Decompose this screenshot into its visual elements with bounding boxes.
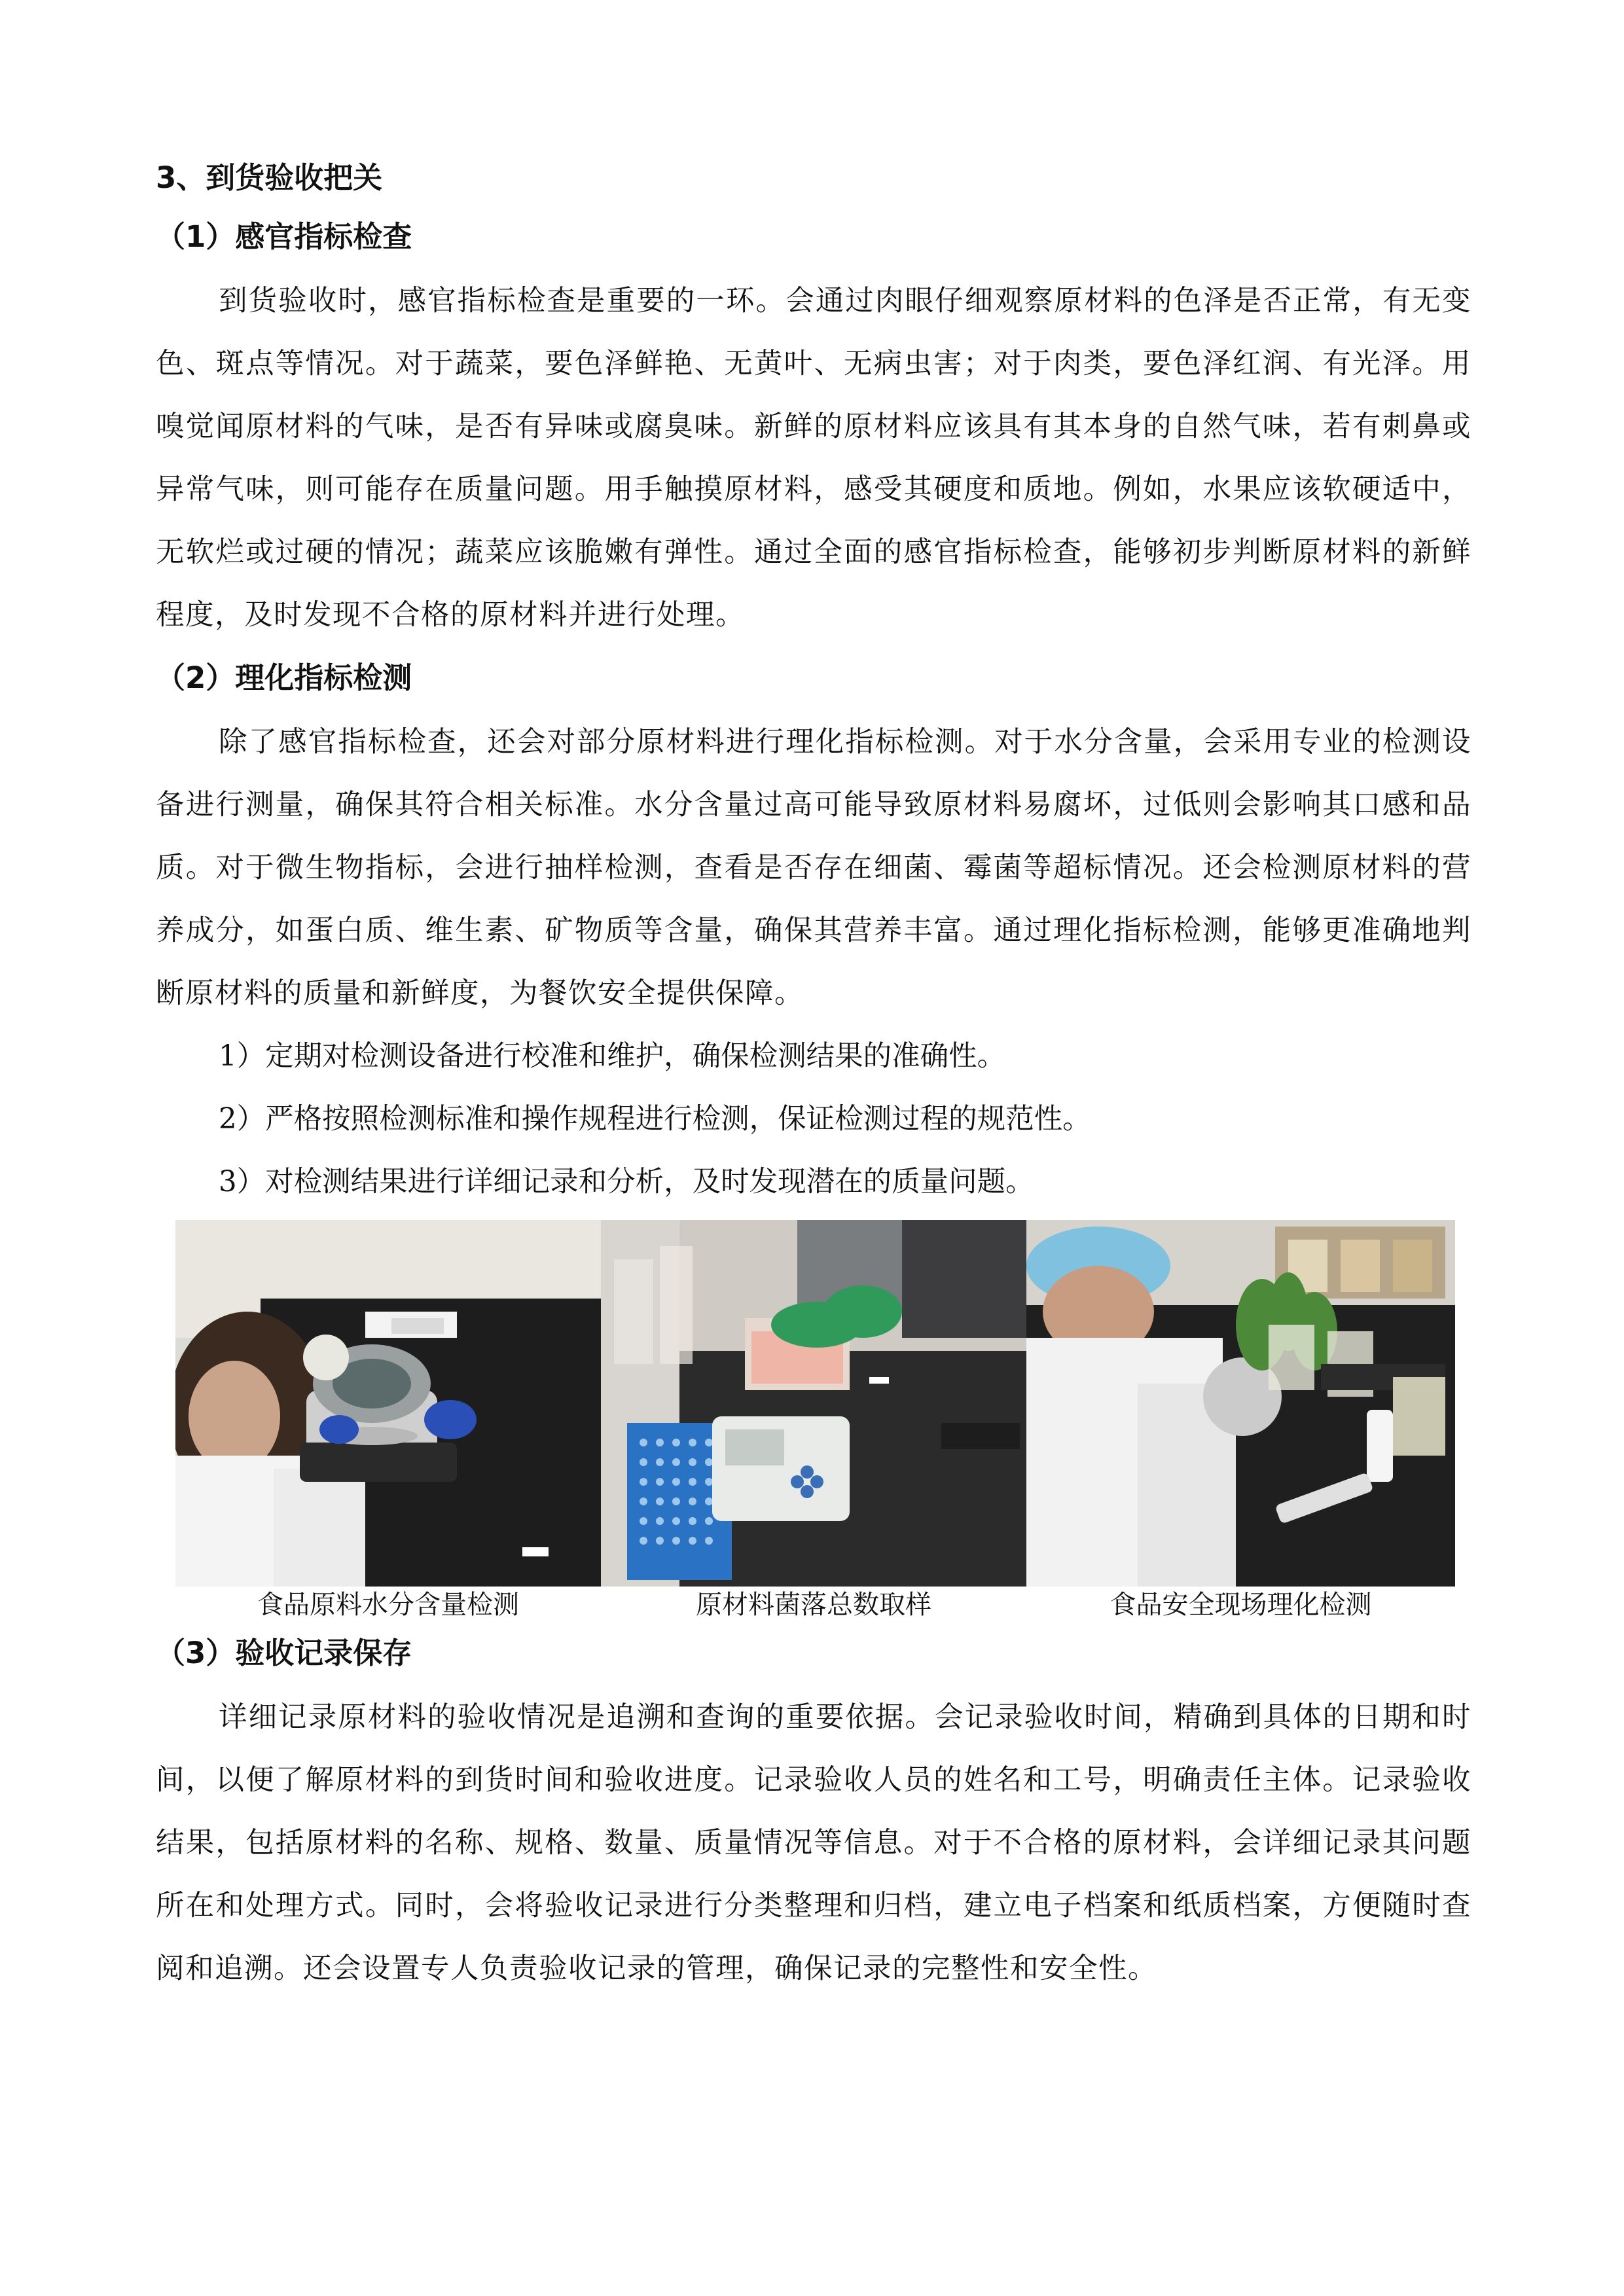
caption-onsite-testing: 食品安全现场理化检测 [1110,1590,1372,1620]
subsection-title-3: （3）验收记录保存 [156,1636,412,1670]
list-item-3: 3）对检测结果进行详细记录和分析，及时发现潜在的质量问题。 [219,1166,1034,1198]
section-title: 3、到货验收把关 [156,160,383,195]
list-item-2: 2）严格按照检测标准和操作规程进行检测，保证检测过程的规范性。 [219,1103,1091,1136]
paragraph-record-keeping: 详细记录原材料的验收情况是追溯和查询的重要依据。会记录验收时间，精确到具体的日期和时间，以便了解原材料的到货时间和验收进度。记录验收人员的姓名和工号，明确责任主体。记录验收结果，包括原材料的名称、规格、数量、质量情况等信息。对于不合格的原材料，会详细记录其问题所在和处理方式。同时，会将验收记录进行分类整理和归档，建立电子档案和纸质档案，方便随时查阅和追溯。还会设置专人负责验收记录的管理，确保记录的完整性和安全性。 [156,1701,1471,1985]
photo-strip [175,1220,1455,1587]
paragraph-physicochemical-testing: 除了感官指标检查，还会对部分原材料进行理化指标检测。对于水分含量，会采用专业的检测设备进行测量，确保其符合相关标准。水分含量过高可能导致原材料易腐坏，过低则会影响其口感和品质。对于微生物指标，会进行抽样检测，查看是否存在细菌、霉菌等超标情况。还会检测原材料的营养成分，如蛋白质、维生素、矿物质等含量，确保其营养丰富。通过理化指标检测，能够更准确地判断原材料的质量和新鲜度，为餐饮安全提供保障。 [156,726,1471,1010]
photo-colony-sampling [601,1220,1026,1587]
photo-onsite-testing [1026,1220,1455,1587]
list-item-1: 1）定期对检测设备进行校准和维护，确保检测结果的准确性。 [219,1040,1006,1073]
subsection-title-1: （1）感官指标检查 [156,219,412,254]
subsection-title-2: （2）理化指标检测 [156,660,412,695]
paragraph-sensory-inspection: 到货验收时，感官指标检查是重要的一环。会通过肉眼仔细观察原材料的色泽是否正常，有无变色、斑点等情况。对于蔬菜，要色泽鲜艳、无黄叶、无病虫害；对于肉类，要色泽红润、有光泽。用嗅觉闻原材料的气味，是否有异味或腐臭味。新鲜的原材料应该具有其本身的自然气味，若有刺鼻或异常气味，则可能存在质量问题。用手触摸原材料，感受其硬度和质地。例如，水果应该软硬适中，无软烂或过硬的情况；蔬菜应该脆嫩有弹性。通过全面的感官指标检查，能够初步判断原材料的新鲜程度，及时发现不合格的原材料并进行处理。 [156,285,1471,632]
photo-moisture-test [175,1220,601,1587]
caption-moisture-test: 食品原料水分含量检测 [257,1590,519,1620]
page-content [156,152,1471,2000]
photo-captions [175,1587,1455,1623]
caption-colony-sampling: 原材料菌落总数取样 [696,1590,931,1620]
